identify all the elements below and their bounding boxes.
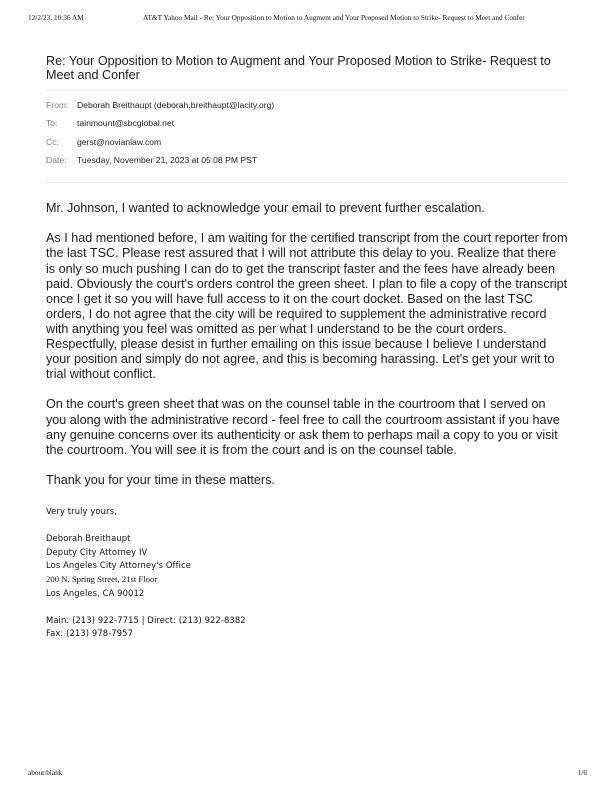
email-signature	[46, 505, 568, 641]
signature-city: Los Angeles, CA 90012	[46, 587, 145, 598]
meta-cc-row	[46, 137, 568, 155]
signature-title: Deputy City Attorney IV	[46, 546, 148, 557]
date-label: Date:	[46, 154, 67, 165]
signature-closing: Very truly yours,	[46, 505, 117, 516]
meta-to-row	[46, 118, 568, 136]
signature-phones: Main: (213) 922-7715 | Direct: (213) 922-8382	[46, 614, 246, 625]
email-meta	[46, 91, 568, 183]
print-page-title: AT&T Yahoo Mail - Re: Your Opposition to Motion to Augment and Your Proposed Motion to Strike- Request to Meet and Confer	[143, 13, 525, 22]
body-paragraph-1: Mr. Johnson, I wanted to acknowledge your email to prevent further escalation.	[46, 201, 485, 216]
cc-value: gerst@novianlaw.com	[77, 136, 162, 147]
email-message	[46, 55, 568, 641]
signature-fax: Fax: (213) 978-7957	[46, 628, 134, 639]
print-page-number: 1/6	[577, 768, 587, 777]
body-paragraph-3: On the court's green sheet that was on the counsel table in the courtroom that I served on you along with the administrative record - feel free to call the courtroom assistant if you have any genuine concerns over its authenticity or ask them to perhaps mail a copy to you or visit the courtroom. You will see it is from the court and is on the counsel table.	[46, 397, 560, 457]
signature-street: 200 N. Spring Street, 21st Floor	[46, 573, 158, 584]
cc-label: Cc:	[46, 136, 59, 147]
date-value: Tuesday, November 21, 2023 at 05:08 PM PST	[77, 154, 258, 165]
email-subject: Re: Your Opposition to Motion to Augment and Your Proposed Motion to Strike- Request to Meet and Confer	[46, 55, 567, 91]
print-datetime: 12/2/23, 10:36 AM	[28, 13, 84, 22]
from-value: Deborah Breithaupt (deborah.breithaupt@lacity.org)	[77, 100, 275, 110]
print-url: about:blank	[28, 768, 63, 777]
signature-office: Los Angeles City Attorney's Office	[46, 560, 192, 571]
meta-from-row	[46, 100, 568, 118]
email-body	[46, 201, 568, 488]
signature-name: Deborah Breithaupt	[46, 533, 131, 544]
body-paragraph-2: As I had mentioned before, I am waiting for the certified transcript from the court reporter from the last TSC. Please rest assured that I will not attribute this delay to you. Realize that there is only so much pushing I can do to get the transcript faster and the fees have already been paid. Obviously the court's orders control the green sheet. I plan to file a copy of the transcript once I get it so you will have full access to it on the court docket. Based on the last TSC orders, I do not agree that the city will be required to supplement the administrative record with anything you feel was omitted as per what I understand to be the court orders. Respectfully, please desist in further emailing on this issue because I believe I understand your position and simply do not agree, and this is becoming harassing. Let's get your writ to trial without conflict.	[46, 231, 568, 382]
body-paragraph-4: Thank you for your time in these matters.	[46, 472, 275, 487]
to-value: tainmount@sbcglobal.net	[77, 118, 175, 129]
meta-date-row	[46, 155, 568, 173]
print-header	[0, 13, 612, 25]
from-label: From:	[46, 100, 69, 110]
print-footer	[0, 768, 612, 780]
to-label: To:	[46, 118, 58, 129]
